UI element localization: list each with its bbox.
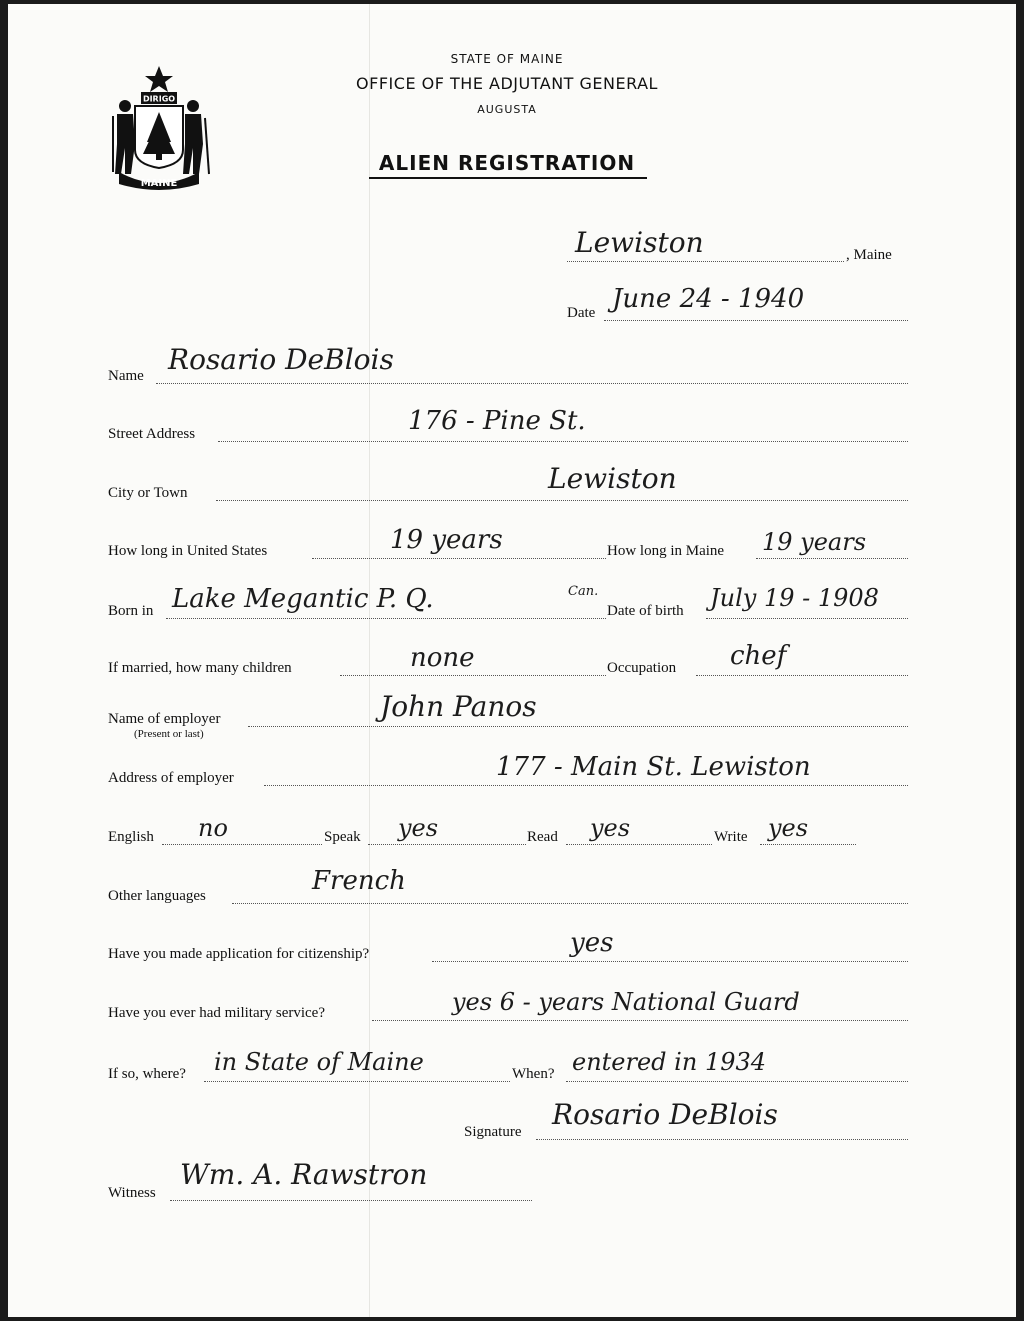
maine-years-entry: 19 years xyxy=(762,528,867,556)
occupation-line xyxy=(696,675,908,676)
when-line xyxy=(566,1081,908,1082)
occupation-entry: chef xyxy=(730,641,787,671)
write-entry: yes xyxy=(768,814,809,842)
where-label: If so, where? xyxy=(108,1066,186,1082)
english-line xyxy=(162,844,322,845)
maine-state-seal xyxy=(105,62,213,190)
dob-entry: July 19 - 1908 xyxy=(710,584,879,612)
date-entry: June 24 - 1940 xyxy=(612,284,805,314)
us-years-entry: 19 years xyxy=(390,525,503,555)
citizenship-line xyxy=(432,961,908,962)
employer-line xyxy=(248,726,908,727)
header-city: AUGUSTA xyxy=(477,103,537,116)
write-label: Write xyxy=(714,829,748,845)
employer-address-line xyxy=(264,785,908,786)
place-suffix-label: , Maine xyxy=(846,247,892,263)
name-label: Name xyxy=(108,368,144,384)
children-label: If married, how many children xyxy=(108,660,292,676)
date-label: Date xyxy=(567,305,596,321)
header-office: OFFICE OF THE ADJUTANT GENERAL xyxy=(356,74,658,93)
name-entry: Rosario DeBlois xyxy=(168,343,394,376)
where-entry: in State of Maine xyxy=(214,1048,424,1076)
employer-entry: John Panos xyxy=(380,690,537,723)
military-label: Have you ever had military service? xyxy=(108,1005,325,1021)
military-entry: yes 6 - years National Guard xyxy=(452,988,800,1016)
header-state: STATE OF MAINE xyxy=(450,52,564,66)
other-languages-line xyxy=(232,903,908,904)
where-line xyxy=(204,1081,510,1082)
children-entry: none xyxy=(410,643,475,673)
name-line xyxy=(156,383,908,384)
occupation-label: Occupation xyxy=(607,660,677,676)
write-line xyxy=(760,844,856,845)
when-entry: entered in 1934 xyxy=(572,1048,767,1076)
english-label: English xyxy=(108,829,154,845)
seal-ribbon-text: MAINE xyxy=(140,178,178,189)
paper-fold-line xyxy=(369,4,370,1317)
born-in-note: Can. xyxy=(568,584,599,599)
dob-label: Date of birth xyxy=(607,603,684,619)
witness-line xyxy=(170,1200,532,1201)
read-entry: yes xyxy=(590,814,631,842)
street-entry: 176 - Pine St. xyxy=(408,406,586,436)
children-line xyxy=(340,675,606,676)
city-label: City or Town xyxy=(108,485,188,501)
title-underline xyxy=(369,177,647,179)
signature-line xyxy=(536,1139,908,1140)
employer-label: Name of employer xyxy=(108,711,221,727)
read-line xyxy=(566,844,712,845)
citizenship-label: Have you made application for citizenship? xyxy=(108,946,370,962)
city-entry: Lewiston xyxy=(548,462,677,495)
us-years-line xyxy=(312,558,606,559)
place-entry: Lewiston xyxy=(575,226,704,259)
other-languages-label: Other languages xyxy=(108,888,206,904)
employer-address-entry: 177 - Main St. Lewiston xyxy=(496,752,811,782)
other-languages-entry: French xyxy=(312,866,406,896)
form-title: ALIEN REGISTRATION xyxy=(378,151,636,175)
speak-label: Speak xyxy=(324,829,361,845)
witness-label: Witness xyxy=(108,1185,156,1201)
military-line xyxy=(372,1020,908,1021)
signature-entry: Rosario DeBlois xyxy=(552,1098,778,1131)
citizenship-entry: yes xyxy=(570,928,614,958)
maine-years-label: How long in Maine xyxy=(607,543,725,559)
witness-entry: Wm. A. Rawstron xyxy=(180,1158,428,1191)
street-line xyxy=(218,441,908,442)
seal-motto: DIRIGO xyxy=(142,94,176,104)
employer-sublabel: (Present or last) xyxy=(134,728,204,740)
street-label: Street Address xyxy=(108,426,196,442)
read-label: Read xyxy=(527,829,558,845)
city-line xyxy=(216,500,908,501)
speak-entry: yes xyxy=(398,814,439,842)
born-in-entry: Lake Megantic P. Q. xyxy=(172,584,434,614)
english-entry: no xyxy=(198,814,228,842)
employer-address-label: Address of employer xyxy=(108,770,234,786)
place-line xyxy=(567,261,844,262)
born-in-line xyxy=(166,618,606,619)
born-in-label: Born in xyxy=(108,603,154,619)
us-years-label: How long in United States xyxy=(108,543,268,559)
signature-label: Signature xyxy=(464,1124,522,1140)
speak-line xyxy=(368,844,526,845)
maine-years-line xyxy=(756,558,908,559)
dob-line xyxy=(706,618,908,619)
date-line xyxy=(604,320,908,321)
when-label: When? xyxy=(512,1066,555,1082)
